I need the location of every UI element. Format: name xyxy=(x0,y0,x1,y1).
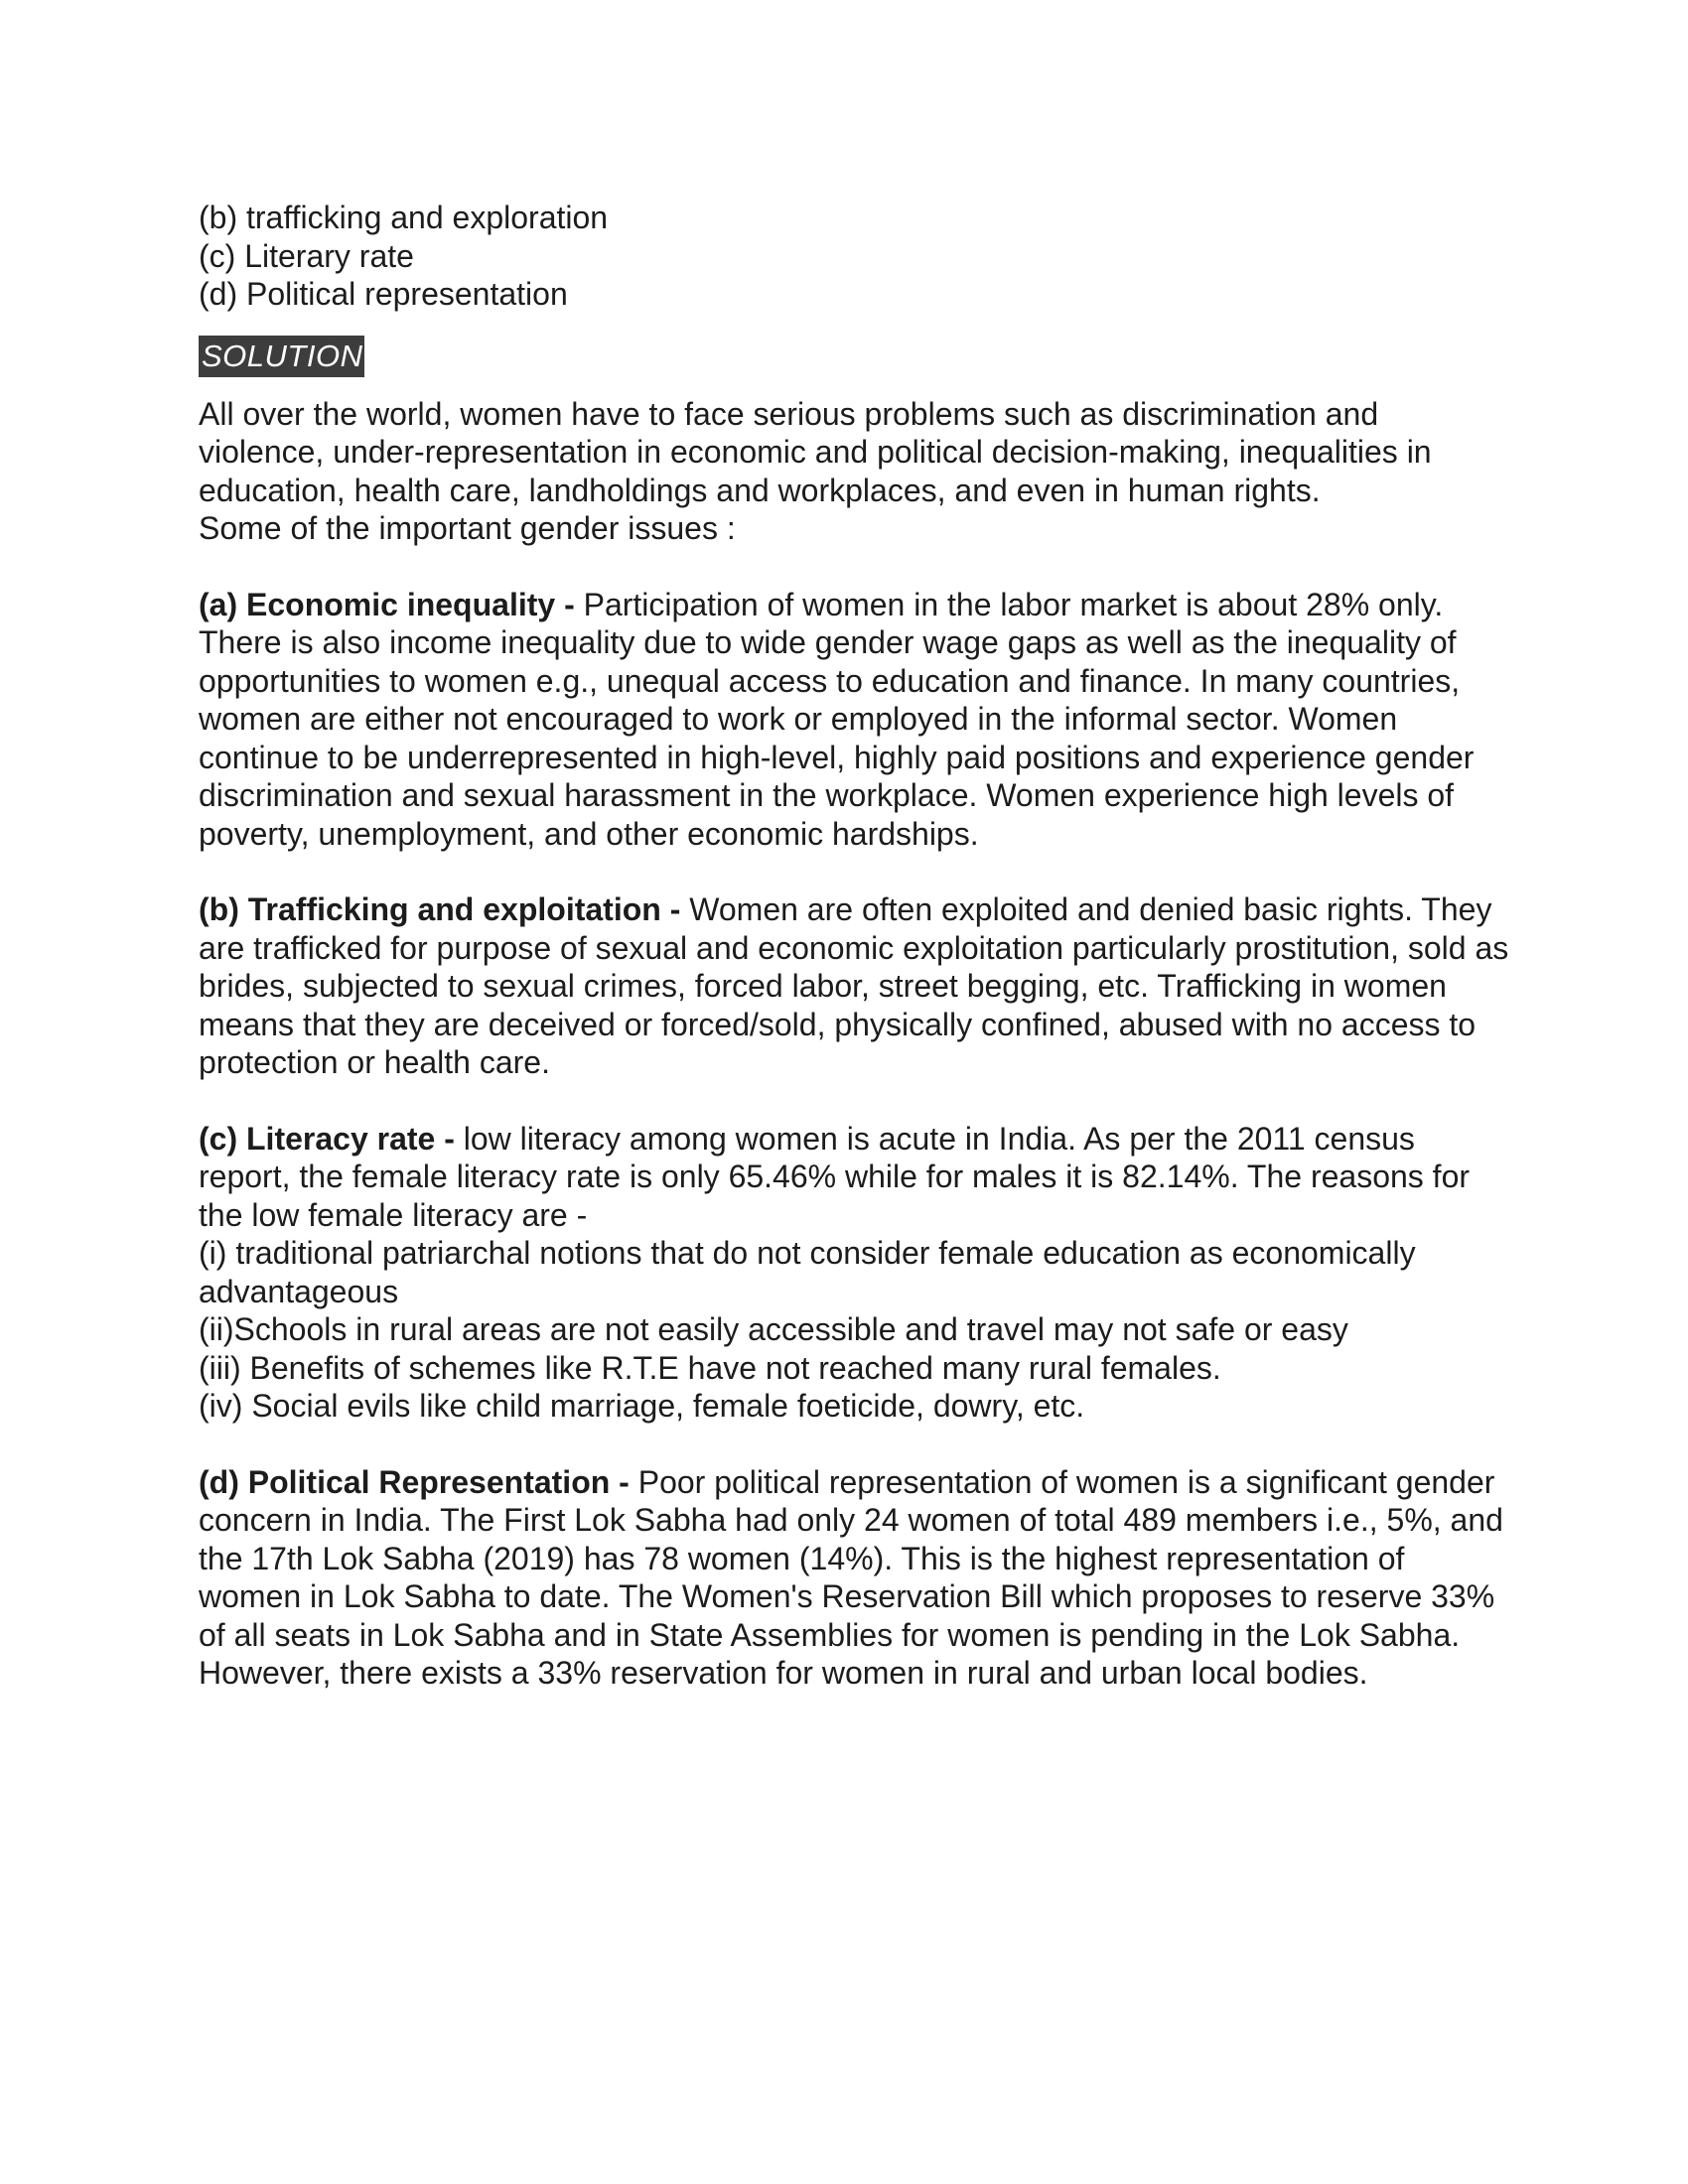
section-body: Participation of women in the labor market is about 28% only. There is also income inequality due to wide gender wage gaps as well as the inequality of opportunities to women e.g., unequal access to education and finance. In many countries, women are either not encouraged to work or employed in the informal sector. Women continue to be underrepresented in high-level, highly paid positions and experience gender discrimination and sexual harassment in the workplace. Women experience high levels of poverty, unemployment, and other economic hardships. xyxy=(199,586,1475,852)
literacy-point-i: (i) traditional patriarchal notions that do not consider female education as economically advantageous xyxy=(199,1235,1416,1309)
intro-paragraph xyxy=(199,395,1509,548)
section-body: low literacy among women is acute in India. As per the 2011 census report, the female literacy rate is only 65.46% while for males it is 82.14%. The reasons for the low female literacy are - xyxy=(199,1120,1471,1233)
section-political-representation xyxy=(199,1463,1509,1693)
page-content xyxy=(199,199,1509,1693)
option-b: (b) trafficking and exploration xyxy=(199,200,609,235)
section-trafficking xyxy=(199,890,1509,1082)
section-heading: (a) Economic inequality - xyxy=(199,586,575,622)
literacy-point-iv: (iv) Social evils like child marriage, female foeticide, dowry, etc. xyxy=(199,1388,1085,1424)
section-literacy-rate xyxy=(199,1120,1509,1426)
solution-badge: SOLUTION xyxy=(199,336,364,377)
section-heading: (b) Trafficking and exploitation - xyxy=(199,891,681,927)
literacy-point-iii: (iii) Benefits of schemes like R.T.E have not reached many rural females. xyxy=(199,1349,1221,1386)
option-d: (d) Political representation xyxy=(199,276,568,312)
section-heading: (d) Political Representation - xyxy=(199,1463,630,1500)
solution-header xyxy=(199,336,1509,379)
section-intro xyxy=(199,1120,1509,1235)
section-body: Poor political representation of women is a significant gender concern in India. The First Lok Sabha had only 24 women of total 489 members i.e., 5%, and the 17th Lok Sabha (2019) has 78 women (14%). This is the highest representation of women in Lok Sabha to date. The Women's Reservation Bill which proposes to reserve 33% of all seats in Lok Sabha and in State Assemblies for women is pending in the Lok Sabha. However, there exists a 33% reservation for women in rural and urban local bodies. xyxy=(199,1463,1503,1691)
section-heading: (c) Literacy rate - xyxy=(199,1120,455,1157)
intro-subtext: Some of the important gender issues : xyxy=(199,510,736,546)
section-economic-inequality xyxy=(199,586,1509,854)
option-c: (c) Literary rate xyxy=(199,237,414,274)
answer-options xyxy=(199,199,1509,314)
intro-text: All over the world, women have to face serious problems such as discrimination and violence, under-representation in economic and political decision-making, inequalities in education, health care, landholdings and workplaces, and even in human rights. xyxy=(199,395,1432,508)
section-body: Women are often exploited and denied basic rights. They are trafficked for purpose of sexual and economic exploitation particularly prostitution, sold as brides, subjected to sexual crimes, forced labor, street begging, etc. Trafficking in women means that they are deceived or forced/sold, physically confined, abused with no access to protection or health care. xyxy=(199,891,1509,1080)
literacy-point-ii: (ii)Schools in rural areas are not easily accessible and travel may not safe or easy xyxy=(199,1311,1348,1347)
